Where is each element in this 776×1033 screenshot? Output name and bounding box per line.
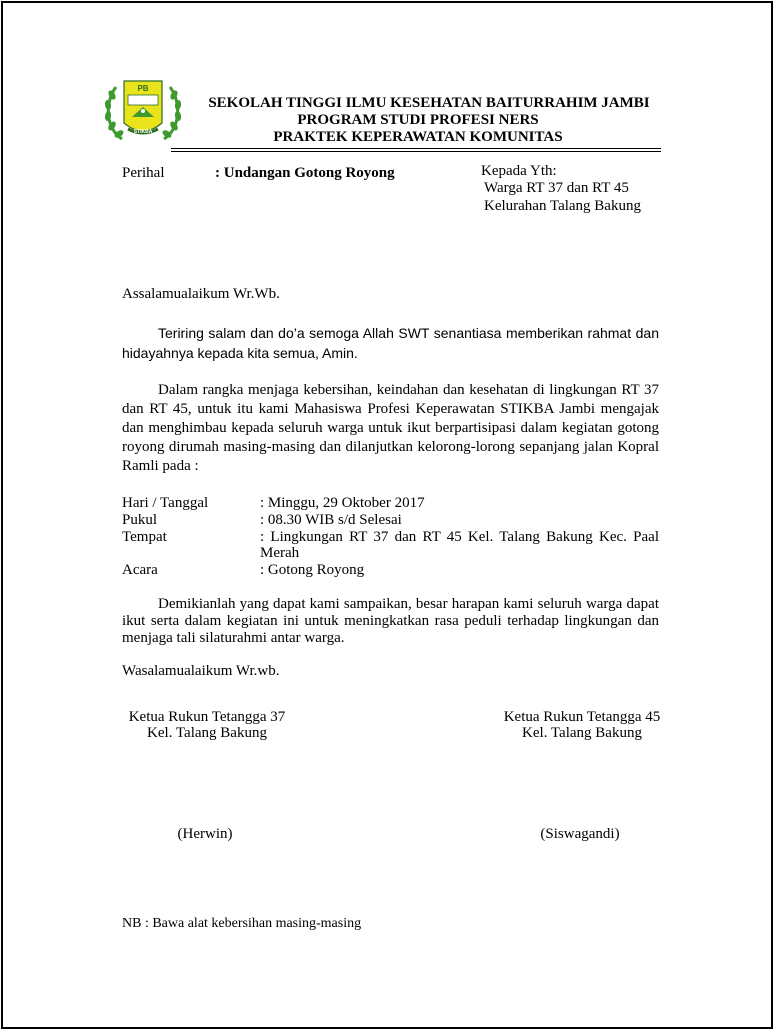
recipient-area: Kelurahan Talang Bakung xyxy=(484,198,641,214)
detail-value-place-cont: Merah xyxy=(260,545,300,561)
detail-value-place: : Lingkungan RT 37 dan RT 45 Kel. Talang Bakung Kec. Paal xyxy=(260,529,659,545)
logo-text-bottom: STIKBA xyxy=(133,129,153,135)
opening-greeting: Assalamualaikum Wr.Wb. xyxy=(122,286,280,302)
detail-label-event: Acara xyxy=(122,562,158,578)
header-rule-bottom xyxy=(171,151,661,152)
signature-right-title: Ketua Rukun Tetangga 45 xyxy=(503,709,661,725)
recipient-group: Warga RT 37 dan RT 45 xyxy=(484,180,629,196)
program-name: PROGRAM STUDI PROFESI NERS xyxy=(297,112,539,128)
subject-value: : Undangan Gotong Royong xyxy=(215,165,395,181)
institution-name: SEKOLAH TINGGI ILMU KESEHATAN BAITURRAHIM JAMBI xyxy=(208,95,650,111)
signature-left-name: (Herwin) xyxy=(177,826,233,842)
paragraph-2: Dalam rangka menjaga kebersihan, keindahan dan kesehatan di lingkungan RT 37 dan RT 45, untuk itu kami Mahasiswa Profesi Keperawatan STIKBA Jambi mengajak dan menghimbau kepada seluruh warga untuk ikut berpartisipasi dalam kegiatan gotong royong dirumah masing-masing dan dilanjutkan kelorong-lorong sepanjang jalan Kopral Ramli pada : xyxy=(122,382,659,474)
signature-right-name: (Siswagandi) xyxy=(540,826,620,842)
detail-value-date: : Minggu, 29 Oktober 2017 xyxy=(260,495,425,511)
header-rule-top xyxy=(171,148,661,149)
recipient-greeting: Kepada Yth: xyxy=(481,163,557,179)
stikba-logo-icon xyxy=(102,73,184,145)
signature-left-title: Ketua Rukun Tetangga 37 xyxy=(128,709,286,725)
practice-name: PRAKTEK KEPERAWATAN KOMUNITAS xyxy=(273,129,563,145)
detail-label-place: Tempat xyxy=(122,529,167,545)
letterhead xyxy=(183,95,653,146)
closing-greeting: Wasalamualaikum Wr.wb. xyxy=(122,663,280,679)
paragraph-3: Demikianlah yang dapat kami sampaikan, besar harapan kami seluruh warga dapat ikut serta dalam kegiatan ini untuk meningkatkan rasa peduli terhadap lingkungan dan menjaga tali silaturahmi antar warga. xyxy=(122,596,659,646)
paragraph-1: Teriring salam dan do’a semoga Allah SWT senantiasa memberikan rahmat dan hidayahnya kepada kita semua, Amin. xyxy=(122,325,659,361)
signature-left-place: Kel. Talang Bakung xyxy=(147,725,267,741)
logo-text-top: PB xyxy=(137,84,149,93)
footnote: NB : Bawa alat kebersihan masing-masing xyxy=(122,916,362,931)
signature-right-place: Kel. Talang Bakung xyxy=(522,725,642,741)
subject-label: Perihal xyxy=(122,165,165,181)
detail-label-date: Hari / Tanggal xyxy=(122,495,209,511)
letter-page xyxy=(1,1,773,1029)
detail-value-time: : 08.30 WIB s/d Selesai xyxy=(260,512,402,528)
detail-label-time: Pukul xyxy=(122,512,158,528)
detail-value-event: : Gotong Royong xyxy=(260,562,365,578)
